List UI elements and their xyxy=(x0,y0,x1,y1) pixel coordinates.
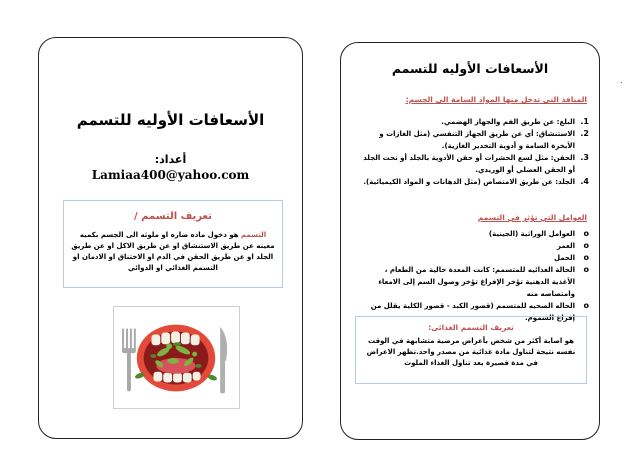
factors-heading: العوامل التي تؤثر في التسمم xyxy=(477,213,587,222)
definition-text xyxy=(70,230,276,274)
definition-box xyxy=(63,200,283,288)
list-item: 1. البلع: عن طريق الفم والجهاز الهضمي. xyxy=(441,117,589,126)
definition-body: هو دخول ماده ضاره او ملوثه الى الجسم بكميه معينه عن طريق الاستنشاق او عن طريق الاكل او عن طريق الجلد او عن طريق الحقن في الدم او الاختناق او الادمان او التسمم الغذائي او الدوائي xyxy=(71,231,275,272)
factors-list xyxy=(361,228,589,324)
list-item: o العمر xyxy=(556,241,589,250)
right-panel xyxy=(340,42,600,440)
list-item: o العوامل الوراثية (الجينية) xyxy=(488,229,589,238)
list-item: o الحاله الصحيه للمتسمم (قصور الكبد - قصور الكلية يقلل من إفراغ السموم. xyxy=(370,301,589,322)
list-item: o الحالة الغذائيه للمتسمم: كانت المعدة خالية من الطعام ، الأغذية الدهنية تؤخر الإفراغ تؤخر وصول السم إلى الامعاء وامتصاصه منه xyxy=(378,265,589,298)
stray-mark: . xyxy=(620,76,623,85)
right-title: الأسعافات الأوليه للتسمم xyxy=(391,61,549,76)
food-poisoning-title: تعريف التسمم الغذائى: xyxy=(428,323,514,332)
list-item: 2. الاستنشاق: أي عن طريق الجهاز التنفسي (مثل الغازات و الأبخرة السامة و أدوية التخدير الغازية). xyxy=(379,129,589,150)
mouth-illustration xyxy=(114,307,239,408)
list-item: o الحمل xyxy=(553,253,589,262)
routes-list xyxy=(361,116,589,188)
author-email: Lamiaa400@yahoo.com xyxy=(91,168,250,182)
left-panel xyxy=(38,37,303,439)
definition-highlight: التسمم xyxy=(240,231,267,239)
list-item: 3. الحقن: مثل لسع الحشرات أو حقن الأدوية بالجلد أو تحت الجلد أو الحقن العضلي أو الوريدي. xyxy=(363,153,589,174)
left-title: الأسعافات الأوليه للتسمم xyxy=(76,111,265,129)
routes-heading: المنافذ التى تدخل منها المواد السامة الى الجسم: xyxy=(405,95,587,104)
author-label: أعداد: xyxy=(154,153,187,166)
food-poisoning-box xyxy=(355,316,587,384)
definition-title: تعريف التسمم / xyxy=(134,211,212,222)
mouth-with-germs-icon xyxy=(113,306,240,409)
list-item: 4. الجلد: عن طريق الامتصاص (مثل الدهانات و المواد الكيميائية). xyxy=(363,177,589,186)
food-poisoning-text: هو اصابة أكثر من شخص بأعراض مرضية متشابهة في الوقت نفسه نتيجة لتناول مادة غذائية من مصدر واحد.تظهر الاعراض في مدة قصيرة بعد تناول الغذاء الملوث xyxy=(366,337,576,367)
